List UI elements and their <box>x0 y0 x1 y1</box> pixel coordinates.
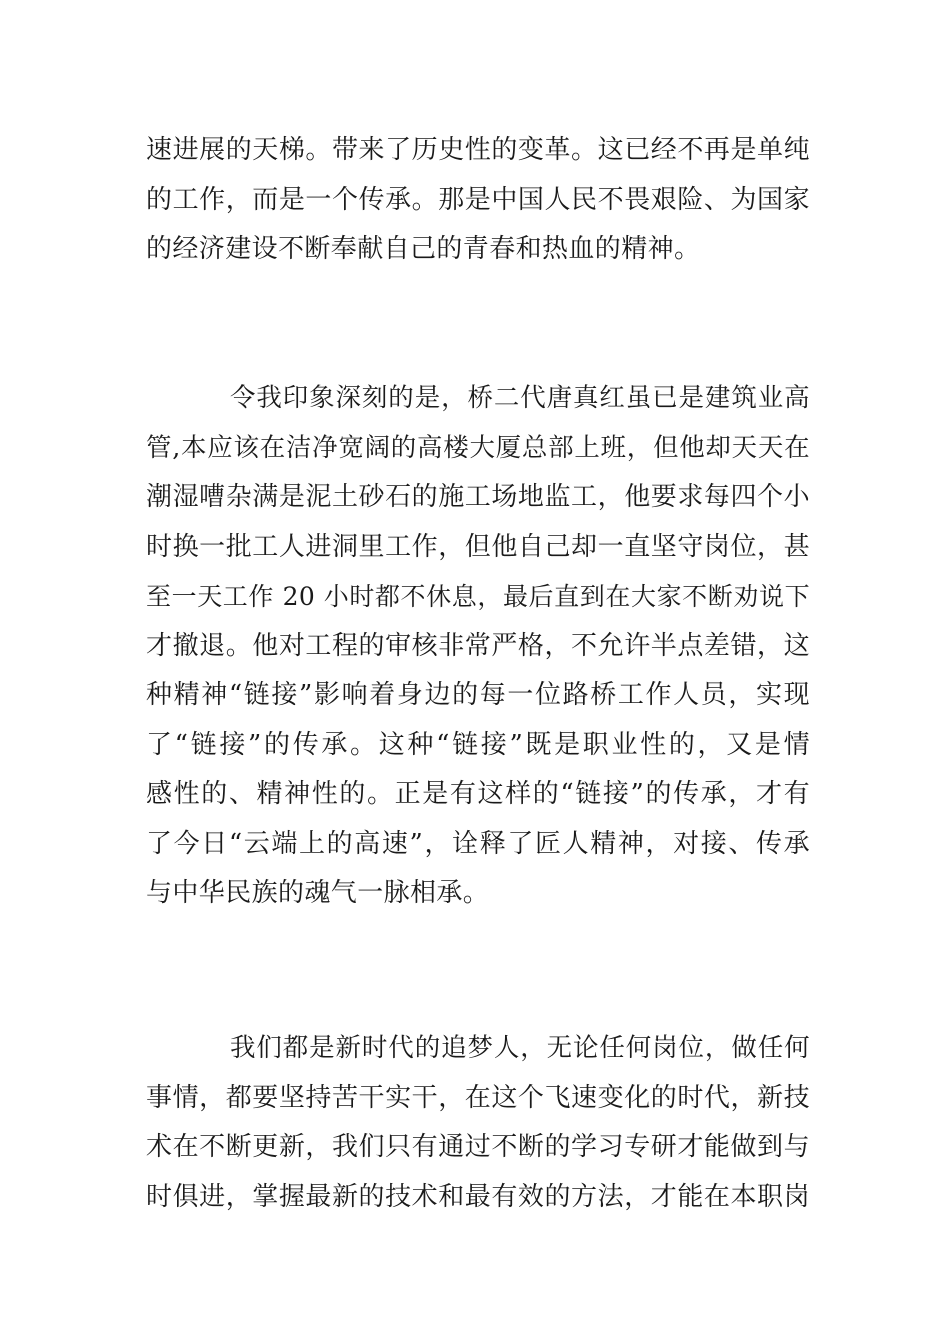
paragraph-line: 才撤退。他对工程的审核非常严格，不允许半点差错，这 <box>146 630 810 661</box>
paragraph-line: 速进展的天梯。带来了历史性的变革。这已经不再是单纯 <box>146 135 810 165</box>
paragraph-line: 的工作，而是一个传承。那是中国人民不畏艰险、为国家 <box>146 184 810 215</box>
paragraph-line: 时换一批工人进洞里工作，但他自己却一直坚守岗位，甚 <box>146 531 810 562</box>
paragraph-line: 了“链接”的传承。这种“链接”既是职业性的，又是情 <box>146 729 810 760</box>
paragraph-line: 潮湿嘈杂满是泥土砂石的施工场地监工，他要求每四个小 <box>146 482 810 512</box>
paragraph-line: 了今日“云端上的高速”，诠释了匠人精神，对接、传承 <box>146 828 810 859</box>
paragraph-line: 种精神“链接”影响着身边的每一位路桥工作人员，实现 <box>146 680 810 710</box>
paragraph-1 <box>146 126 810 275</box>
paragraph-3 <box>146 1024 810 1222</box>
paragraph-line: 时俱进，掌握最新的技术和最有效的方法，才能在本职岗 <box>146 1181 810 1212</box>
paragraph-line: 我们都是新时代的追梦人，无论任何岗位，做任何 <box>230 1033 810 1063</box>
paragraph-line: 事情，都要坚持苦干实干，在这个飞速变化的时代，新技 <box>146 1082 810 1113</box>
paragraph-line: 术在不断更新，我们只有通过不断的学习专研才能做到与 <box>146 1132 810 1162</box>
paragraph-line: 与中华民族的魂气一脉相承。 <box>146 878 490 908</box>
paragraph-2 <box>146 374 810 919</box>
paragraph-line: 的经济建设不断奉献自己的青春和热血的精神。 <box>146 234 701 264</box>
paragraph-line: 至一天工作 20 小时都不休息，最后直到在大家不断劝说下 <box>146 582 810 611</box>
paragraph-line: 令我印象深刻的是，桥二代唐真红虽已是建筑业高 <box>230 383 810 413</box>
paragraph-line: 感性的、精神性的。正是有这样的“链接”的传承，才有 <box>146 779 810 809</box>
paragraph-line: 管,本应该在洁净宽阔的高楼大厦总部上班，但他却天天在 <box>146 432 810 463</box>
